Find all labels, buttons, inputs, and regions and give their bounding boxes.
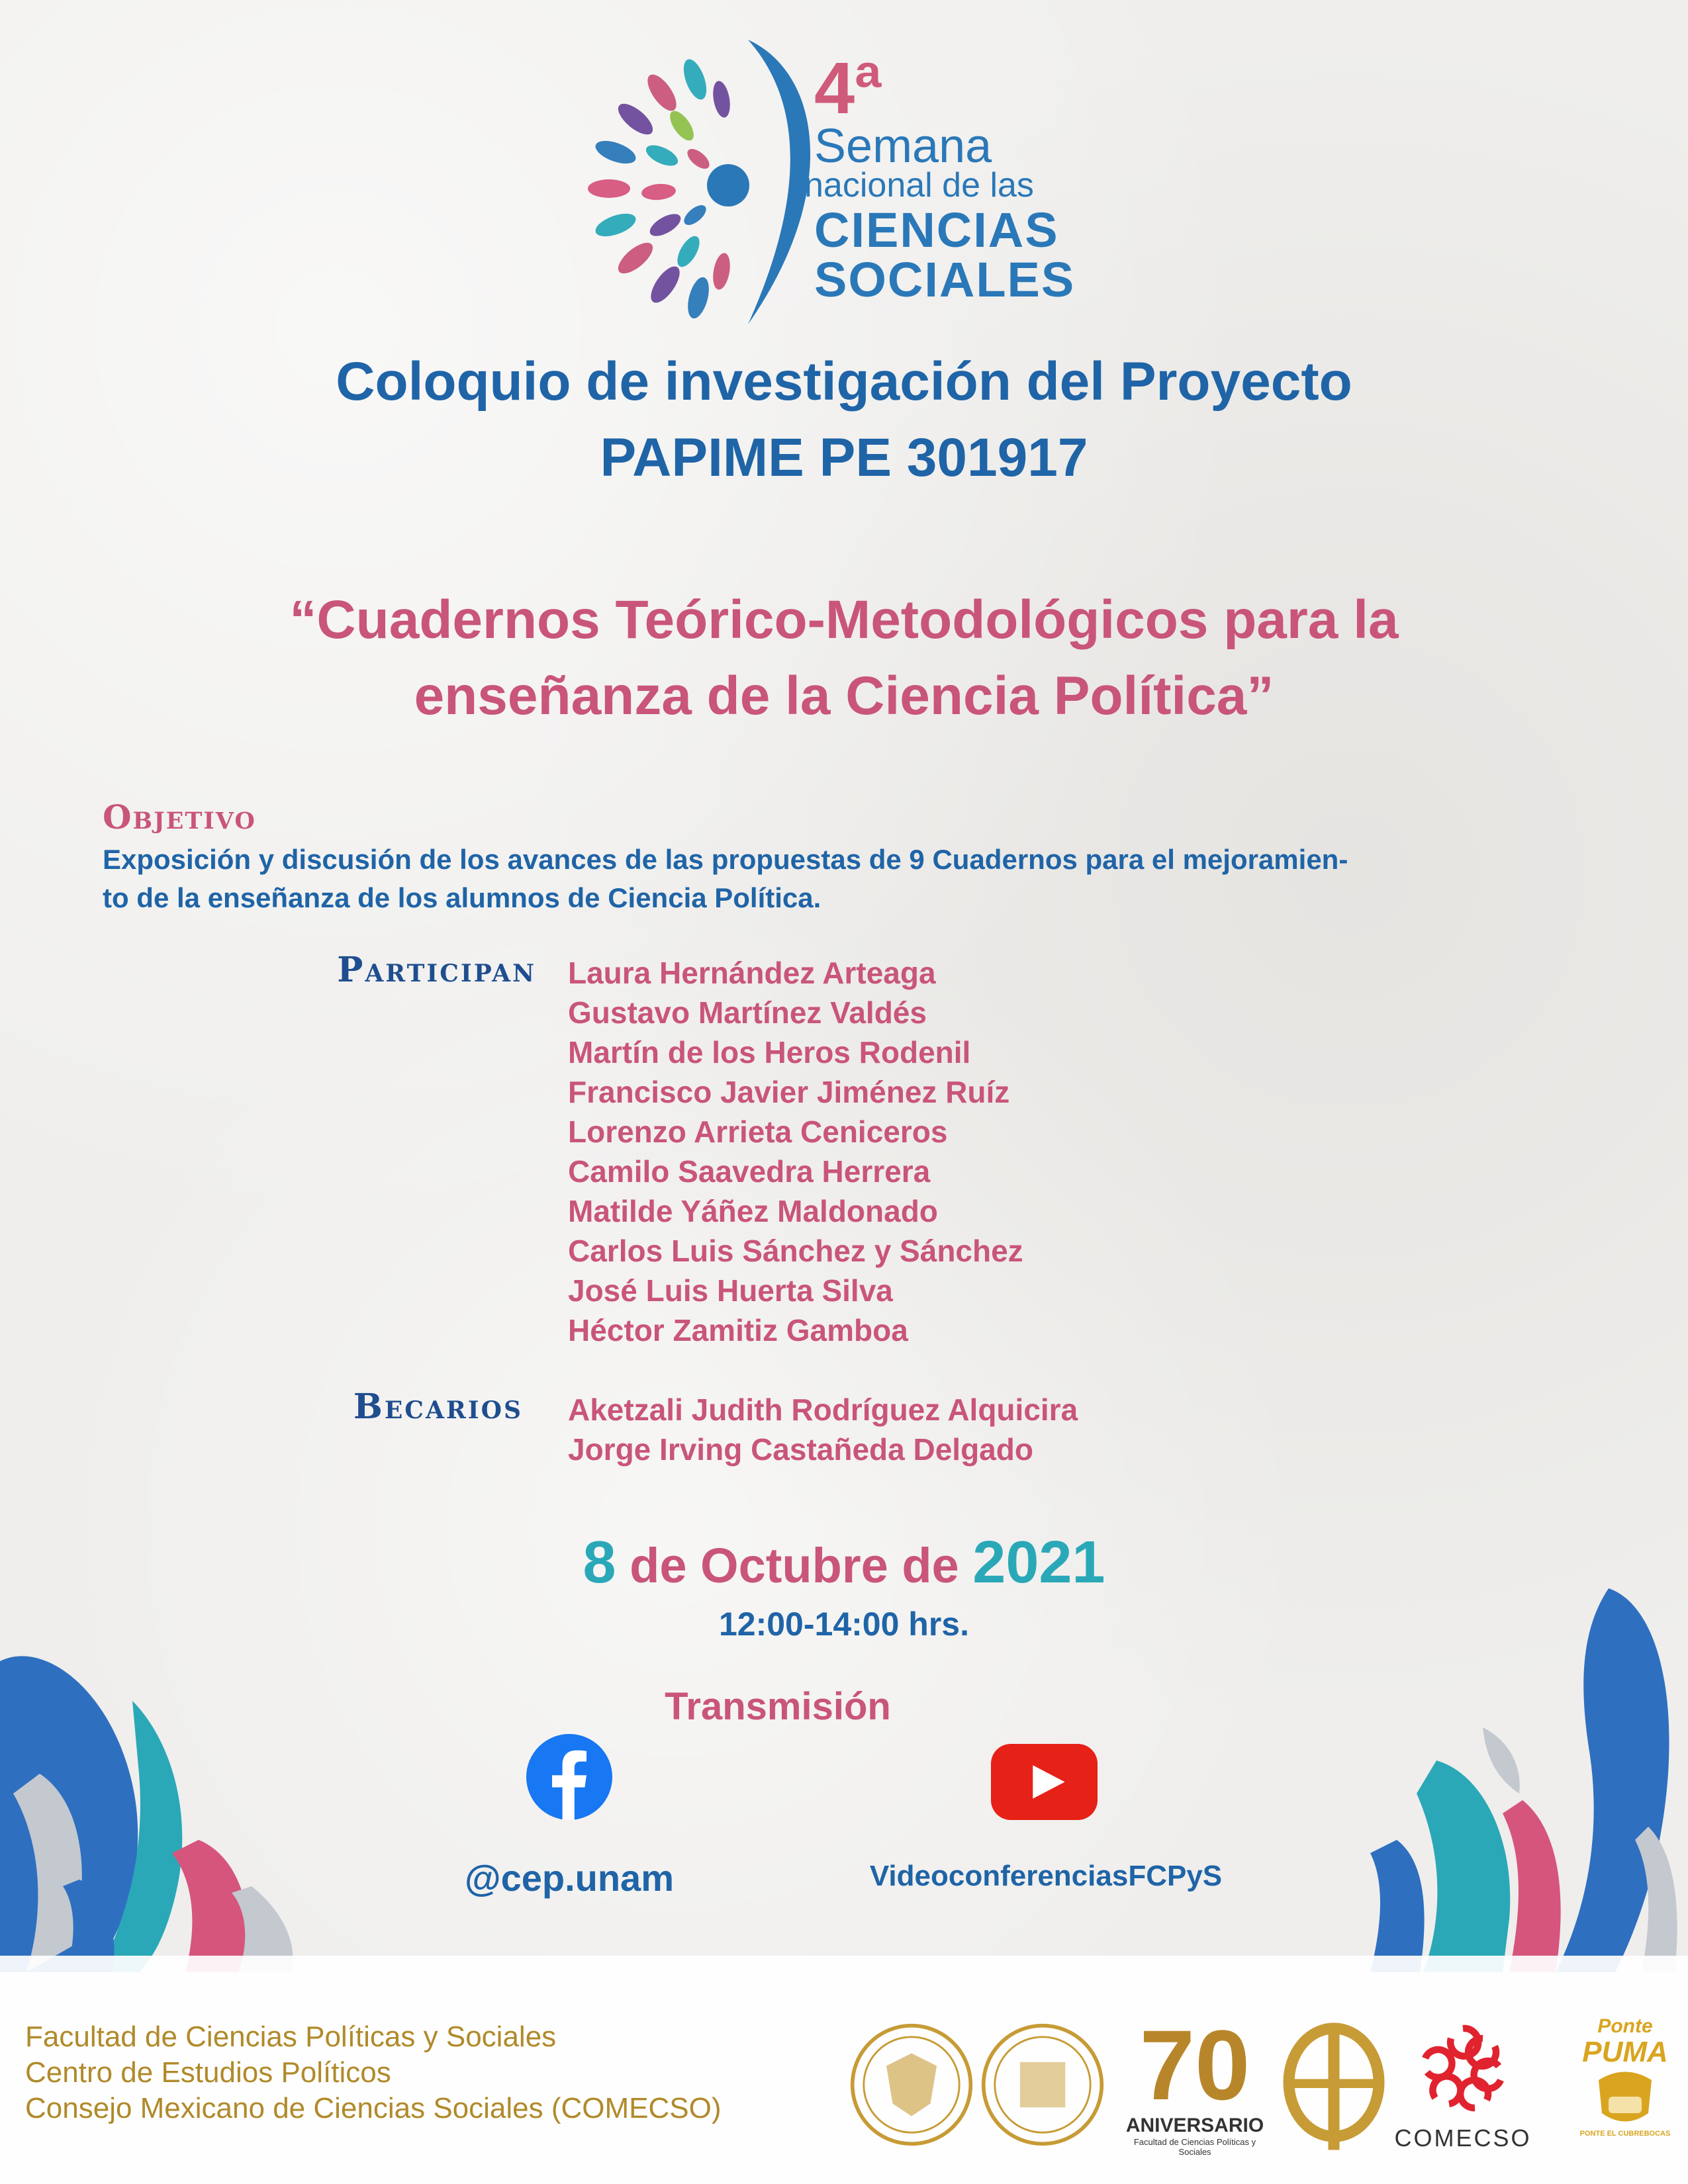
event-day: 8 xyxy=(583,1529,616,1596)
participant-name: Laura Hernández Arteaga xyxy=(568,956,936,990)
puma-mask-icon xyxy=(1589,2067,1662,2126)
logo-line-1: Semana xyxy=(814,120,992,173)
participants-label: Participan xyxy=(337,950,536,990)
institution-fcpys: Facultad de Ciencias Políticas y Sociales xyxy=(25,2021,557,2053)
youtube-icon[interactable] xyxy=(986,1744,1102,1820)
event-month: de Octubre de xyxy=(630,1538,959,1593)
participant-name: Carlos Luis Sánchez y Sánchez xyxy=(568,1234,1023,1268)
ponte-puma-logo xyxy=(1575,2015,1675,2138)
participant-name: José Luis Huerta Silva xyxy=(568,1273,893,1308)
logo-edition-number: 4ª xyxy=(814,48,882,129)
participant-name: Gustavo Martínez Valdés xyxy=(568,995,927,1030)
participant-name: Francisco Javier Jiménez Ruíz xyxy=(568,1075,1010,1109)
title-line-1: Coloquio de investigación del Proyecto xyxy=(336,351,1352,412)
comecso-logo-icon xyxy=(1413,2019,1513,2118)
facebook-icon[interactable] xyxy=(526,1734,612,1820)
comecso-label: COMECSO xyxy=(1394,2124,1532,2152)
event-date xyxy=(0,1529,1688,1597)
anniversary-label: ANIVERSARIO xyxy=(1125,2115,1264,2136)
anniversary-number: 70 xyxy=(1139,2009,1250,2120)
objective-text-line-1: Exposición y discusión de los avances de las propuestas de 9 Cuadernos para el mejoramien- xyxy=(103,844,1348,875)
fcpys-seal-icon xyxy=(980,2022,1105,2148)
participant-name: Lorenzo Arrieta Ceniceros xyxy=(568,1115,948,1149)
event-year: 2021 xyxy=(972,1529,1105,1596)
institution-comecso: Consejo Mexicano de Ciencias Sociales (COMECSO) xyxy=(25,2092,722,2124)
broadcast-label: Transmisión xyxy=(665,1685,891,1728)
participants-list xyxy=(568,953,1023,1350)
objective-text-line-2: to de la enseñanza de los alumnos de Ciencia Política. xyxy=(103,882,821,913)
objective-text xyxy=(103,841,1599,917)
title-line-2: PAPIME PE 301917 xyxy=(600,428,1088,488)
participant-name: Matilde Yáñez Maldonado xyxy=(568,1194,938,1228)
unam-seal-icon xyxy=(849,2022,974,2148)
subtitle-line-2: enseñanza de la Ciencia Política” xyxy=(414,666,1274,726)
left-decoration xyxy=(0,1602,344,1972)
objective-label: Objetivo xyxy=(103,797,256,837)
participant-name: Martín de los Heros Rodenil xyxy=(568,1035,971,1069)
participant-name: Camilo Saavedra Herrera xyxy=(568,1154,931,1189)
puma-top-text: Ponte xyxy=(1597,2015,1653,2037)
logo-line-2: nacional de las xyxy=(804,166,1034,205)
puma-bottom-text: PONTE EL CUBREBOCAS xyxy=(1579,2130,1671,2138)
anniversary-subtitle: Facultad de Ciencias Políticas y Sociales xyxy=(1133,2137,1256,2157)
logo-line-3: CIENCIAS xyxy=(814,203,1059,257)
anniversary-logo xyxy=(1119,2009,1271,2157)
fellows-label: Becarios xyxy=(353,1387,523,1427)
logo-line-4: SOCIALES xyxy=(814,252,1076,307)
participant-name: Héctor Zamitiz Gamboa xyxy=(568,1313,908,1347)
puma-mid-text: PUMA xyxy=(1582,2036,1668,2068)
institution-cep: Centro de Estudios Políticos xyxy=(25,2056,391,2089)
event-time: 12:00-14:00 hrs. xyxy=(718,1606,969,1643)
cep-logo-icon xyxy=(1278,2019,1390,2158)
subtitle-line-1: “Cuadernos Teórico-Metodológicos para la xyxy=(289,590,1399,650)
fellows-list xyxy=(568,1390,1078,1469)
youtube-channel[interactable]: VideoconferenciasFCPyS xyxy=(869,1860,1223,1892)
facebook-handle[interactable]: @cep.unam xyxy=(464,1857,674,1899)
fellow-name: Aketzali Judith Rodríguez Alquicira xyxy=(568,1392,1078,1427)
fellow-name: Jorge Irving Castañeda Delgado xyxy=(568,1432,1033,1467)
